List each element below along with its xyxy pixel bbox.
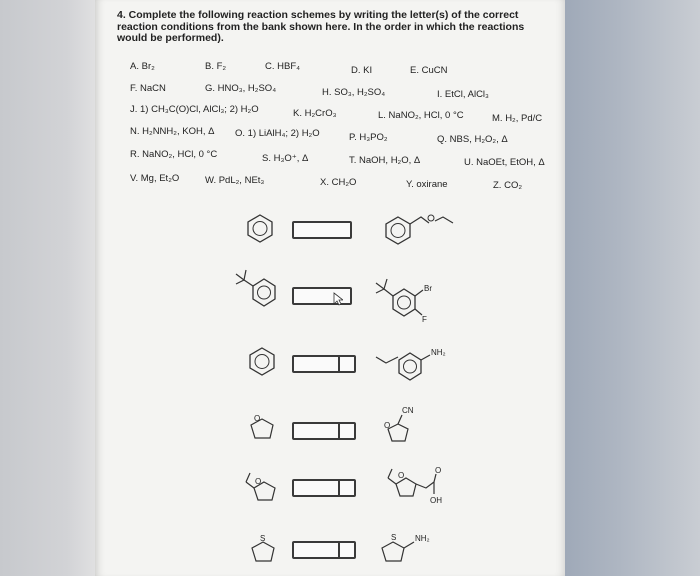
background-right [565,0,700,576]
reactant-5 [238,468,280,504]
label-br: Br [424,284,432,293]
reagent-y: Y. oxirane [406,179,448,190]
answer-box-2[interactable] [292,287,352,305]
answer-box-3b[interactable] [338,355,356,373]
label-nh2: NH₂ [431,348,446,357]
answer-box-4b[interactable] [338,422,356,440]
reactant-3-benzene [247,345,277,377]
reagent-m: M. H₂, Pd/C [492,113,543,124]
reagent-n: N. H₂NNH₂, KOH, Δ [130,126,215,137]
question-text: 4. Complete the following reaction schemes by writing the letter(s) of the correct reaction conditions from the bank shown here. In the order in which the reactions would be performed). [117,9,525,44]
label-o-carbonyl5: O [435,466,442,475]
label-s-product6: S [391,533,397,542]
mouse-pointer-icon [333,292,343,306]
reagent-p: P. H₃PO₂ [349,132,388,143]
background-left [0,0,95,576]
reagent-r: R. NaNO₂, HCl, 0 °C [130,149,218,160]
label-nh2-product6: NH₂ [415,534,430,543]
answer-box-5b[interactable] [338,479,356,497]
reagent-v: V. Mg, Et₂O [130,173,180,184]
product-1 [383,205,473,245]
label-s-reactant6: S [260,534,266,543]
reagent-f: F. NaCN [130,83,166,94]
reagent-e: E. CuCN [410,65,448,76]
product-6 [375,530,445,566]
reagent-o: O. 1) LiAlH₄; 2) H₂O [235,128,320,139]
label-oh: OH [430,496,442,505]
reagent-t: T. NaOH, H₂O, Δ [349,155,421,166]
reagent-l: L. NaNO₂, HCl, 0 °C [378,110,464,121]
reagent-b: B. F₂ [205,61,227,72]
label-o-product4: O [384,421,391,430]
label-f: F [422,315,427,323]
product-2 [372,275,442,323]
reagent-q: Q. NBS, H₂O₂, Δ [437,134,508,145]
reagent-x: X. CH₂O [320,177,357,188]
reagent-j: J. 1) CH₃C(O)Cl, AlCl₃; 2) H₂O [130,104,259,115]
reagent-a: A. Br₂ [130,61,155,72]
label-o-reactant4: O [254,414,261,423]
reagent-g: G. HNO₃, H₂SO₄ [205,83,277,94]
product-5 [384,460,454,510]
reagent-c: C. HBF₄ [265,61,301,72]
label-o-reactant5: O [255,477,262,486]
reagent-h: H. SO₃, H₂SO₄ [322,87,386,98]
reactant-6-thiophene [247,532,279,566]
reagent-z: Z. CO₂ [493,180,523,191]
product-4 [382,404,422,444]
reactant-4-furanone [246,411,278,443]
reagent-k: K. H₂CrO₃ [293,108,337,119]
answer-box-6b[interactable] [338,541,356,559]
answer-box-1[interactable] [292,221,352,239]
reagent-i: I. EtCl, AlCl₃ [437,89,489,100]
reactant-2-tert-butylbenzene [232,268,282,310]
reagent-s: S. H₃O⁺, Δ [262,153,309,164]
reactant-1-benzene [245,212,275,244]
reagent-d: D. KI [351,65,373,76]
reagent-u: U. NaOEt, EtOH, Δ [464,157,545,168]
product-3 [372,343,462,383]
label-o-ring5: O [398,471,405,480]
label-cn: CN [402,406,414,415]
reagent-w: W. PdL₂, NEt₃ [205,175,265,186]
